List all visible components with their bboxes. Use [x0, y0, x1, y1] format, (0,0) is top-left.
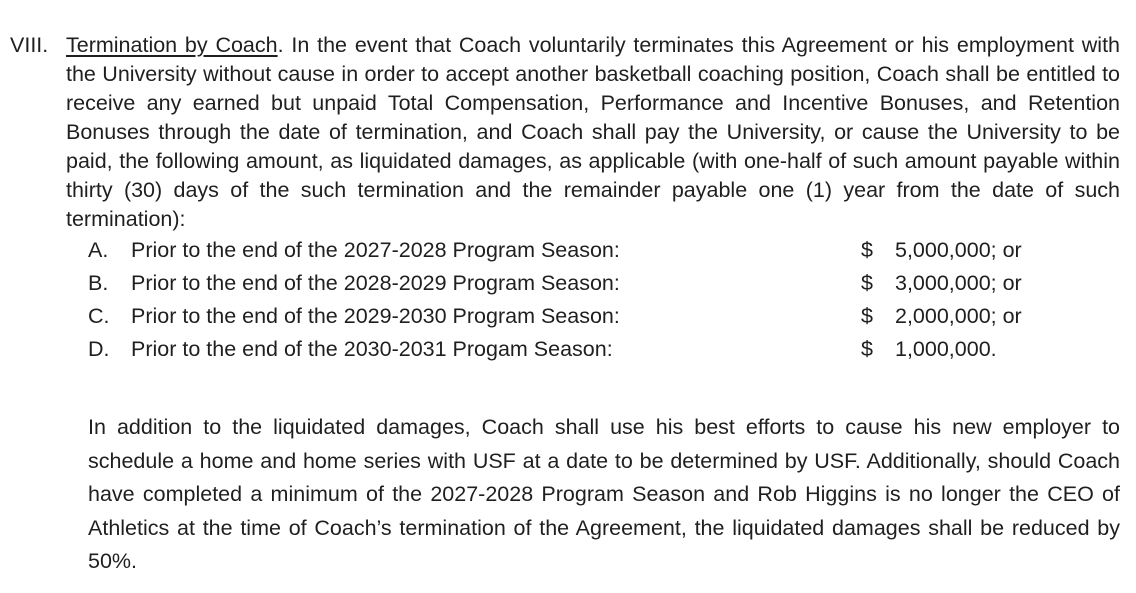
schedule-amount: 5,000,000; or: [895, 238, 1022, 262]
schedule-row-b: [88, 268, 1048, 301]
schedule-amount: 1,000,000.: [895, 337, 997, 361]
section-heading-period: .: [277, 33, 284, 57]
schedule-row-c: [88, 301, 1048, 334]
schedule-currency: $: [861, 337, 873, 361]
section-heading: Termination by Coach: [66, 33, 278, 57]
schedule-text: Prior to the end of the 2029-2030 Program Season:: [131, 304, 620, 328]
schedule-letter: D.: [88, 337, 110, 361]
schedule-amount: 2,000,000; or: [895, 304, 1022, 328]
section-body-text: In the event that Coach voluntarily terminates this Agreement or his employment with the University without cause in order to accept another basketball coaching position, Coach shall be entitled to receive any earned but unpaid Total Compensation, Performance and Incentive Bonuses, and Retention Bonuses through the date of termination, and Coach shall pay the University, or cause the University to be paid, the following amount, as liquidated damages, as applicable (with one-half of such amount payable within thirty (30) days of the such termination and the remainder payable one (1) year from the date of such termination):: [66, 33, 1121, 231]
section-number: VIII.: [10, 33, 49, 57]
schedule-row-d: [88, 334, 1048, 367]
schedule-currency: $: [861, 271, 873, 295]
schedule-text: Prior to the end of the 2030-2031 Progam Season:: [131, 337, 613, 361]
section-paragraph: [66, 31, 1120, 234]
liquidated-damages-schedule: [88, 235, 1048, 367]
schedule-letter: C.: [88, 304, 110, 328]
schedule-currency: $: [861, 238, 873, 262]
additional-paragraph: In addition to the liquidated damages, Coach shall use his best efforts to cause his new employer to schedule a home and home series with USF at a date to be determined by USF. Additionally, should Coach have completed a minimum of the 2027-2028 Program Season and Rob Higgins is no longer the CEO of Athletics at the time of Coach’s termination of the Agreement, the liquidated damages shall be reduced by 50%.: [88, 415, 1120, 573]
schedule-letter: B.: [88, 271, 109, 295]
schedule-currency: $: [861, 304, 873, 328]
schedule-amount: 3,000,000; or: [895, 271, 1022, 295]
schedule-text: Prior to the end of the 2027-2028 Program Season:: [131, 238, 620, 262]
schedule-letter: A.: [88, 238, 109, 262]
schedule-row-a: [88, 235, 1048, 268]
schedule-text: Prior to the end of the 2028-2029 Program Season:: [131, 271, 620, 295]
